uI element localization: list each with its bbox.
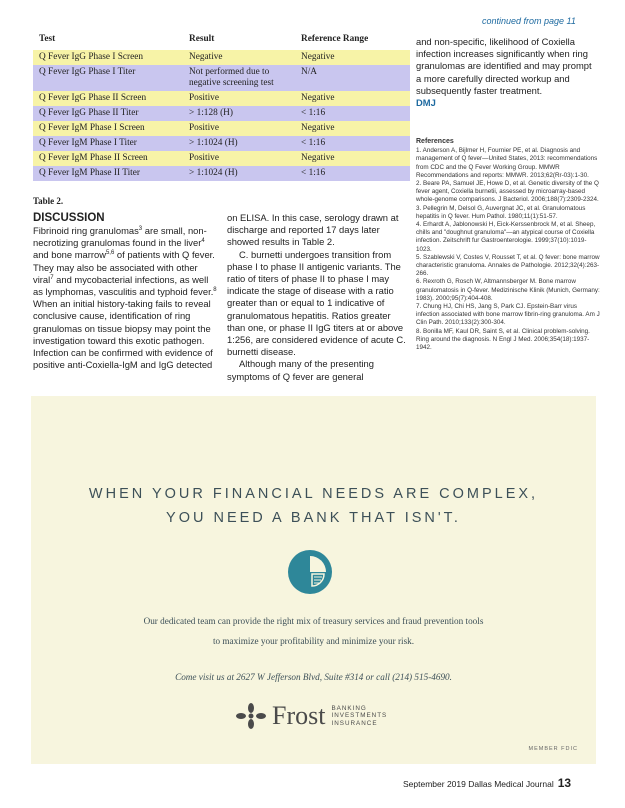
discussion-column-2 [227,212,407,383]
reference-item: 3. Pellegrin M, Delsol G, Auvergnat JC, et al. Granulomatous hepatitis in Q fever. Hum Pathol. 1980;11(1):51-57. [416,204,586,220]
reference-item: 8. Bonilla MF, Kaul DR, Saint S, et al. Clinical problem-solving. Ring around the diagnosis. N Engl J Med. 2006;354(18):1937-1942. [416,327,590,352]
cell-reference: Negative [295,91,410,106]
reference-item: 2. Beare PA, Samuel JE, Howe D, et al. Genetic diversity of the Q fever agent, Coxiella burnetii, assessed by microarray-based whole-genome comparisons. J Bacteriol. 2006;188(7):2309-2324. [416,180,599,204]
cell-result: Positive [183,91,295,106]
issue-info: September 2019 Dallas Medical Journal [403,779,554,789]
discussion-paragraph: on ELISA. In this case, serology drawn at discharge and reported 17 days later showed results in Table 2. [227,212,399,248]
cell-reference: < 1:16 [295,136,410,151]
ad-visit-line: Come visit us at 2627 W Jefferson Blvd, Suite #314 or call (214) 515-4690. [175,672,452,682]
references-list [416,138,601,352]
references-heading: References [416,138,454,145]
ad-body-line-1: Our dedicated team can provide the right mix of treasury services and fraud prevention tools [143,616,484,626]
cell-test: Q Fever IgM Phase II Titer [33,166,183,181]
cell-reference: Negative [295,151,410,166]
table-header-row [33,32,410,50]
page-number: 13 [557,776,572,790]
cell-result: Positive [183,151,295,166]
lab-results-table [33,32,410,181]
cell-test: Q Fever IgM Phase II Screen [33,151,183,166]
header-result: Result [189,34,215,44]
frost-wordmark: Frost [272,701,326,730]
author-signature: DMJ [416,97,436,109]
discussion-column-3 [416,36,596,109]
frost-brand [236,701,387,731]
ad-headline-1: WHEN YOUR FINANCIAL NEEDS ARE COMPLEX, [88,486,539,502]
cell-reference: Negative [295,50,410,65]
cell-result: Positive [183,121,295,136]
cell-test: Q Fever IgG Phase I Screen [33,50,183,65]
discussion-column-1 [33,212,218,371]
header-test: Test [39,34,56,44]
discussion-paragraph: Fibrinoid ring granulomas$^3$ are small, non-necrotizing granulomas found in the liver$^4$ and bone marrow$^{5,6}$ of patients with Q fever. They may also be associated with other viral$^7$ and mycobacterial infections, as well as lymphomas, vasculitis and typhoid fever.$^8$ When an initial history-taking fails to reveal conclusive cause, identification of ring granulomas on tissue biopsy may point the investigation toward this exotic pathogen. Infection can be confirmed with evidence of positive anti-Coxiella-IgM and IgG detected [33,225,217,371]
cell-test: Q Fever IgG Phase I Titer [33,65,183,91]
cell-reference: N/A [295,65,410,91]
cell-reference: < 1:16 [295,106,410,121]
table-row [33,166,410,181]
cell-reference: < 1:16 [295,166,410,181]
reference-item: 5. Szablewski V, Costes V, Rousset T, et al. Q fever: bone marrow characteristic granuloma. Annales de Pathologie. 2012;32(4):263-266. [416,253,600,278]
header-reference-range: Reference Range [301,34,369,44]
cell-test: Q Fever IgM Phase I Titer [33,136,183,151]
cell-reference: Negative [295,121,410,136]
reference-item: 1. Anderson A, Bijlmer H, Fournier PE, et al. Diagnosis and management of Q fever—United States, 2013: recommendations from CDC and the Q Fever Working Group. MMWR Recommendations and reports: MMWR. 2013;62(Rr-03):1-30. [416,147,598,179]
ad-body-line-2: to maximize your profitability and minimize your risk. [212,636,415,646]
member-fdic: MEMBER FDIC [528,746,578,752]
table-row [33,151,410,166]
continued-from-note: continued from page 11 [482,16,576,26]
table-row [33,121,410,136]
frost-logo-icon [288,550,332,594]
discussion-paragraph: C. burnetti undergoes transition from phase I to phase II antigenic variants. The ratio of titers of phase II to phase I may indicate the stage of disease with a ratio greater than or equal to 1 indicative of granulomatous hepatitis. Ratios greater than one, or phase II IgG titers at or above 1:256, are considered evidence of acute C. burnetti disease. [227,248,406,358]
cell-result: Not performed due to negative screening test [183,65,295,91]
cell-result: > 1:128 (H) [183,106,295,121]
ad-headline-2: YOU NEED A BANK THAT ISN'T. [166,510,461,526]
table-row [33,106,410,121]
frost-leaf-icon [236,703,266,729]
reference-item: 4. Erhardt A, Jablonowski H, Eick-Kerssenbrock M, et al. Sheep, chills and "doughnut granuloma"—an atypical course of Coxiella infection. Zeitschrift fur Gastroenterologie. 1999;37(10):1019-1023. [416,221,596,253]
table-caption: Table 2. [33,196,64,206]
frost-services: BANKING INVESTMENTS INSURANCE [331,704,388,727]
discussion-paragraph: and non-specific, likelihood of Coxiella infection increases significantly when ring granulomas are identified and may prompt a more carefully directed workup and subsequently faster treatment. [416,36,592,96]
cell-result: > 1:1024 (H) [183,166,295,181]
frost-bank-advertisement [31,396,596,764]
reference-item: 6. Rexroth G, Rosch W, Altmannsberger M. Bone marrow granulomatosis in Q-fever. Medizinische Klinik (Munich, Germany: 1983). 2000;95(7):404-408. [416,278,600,302]
discussion-heading: DISCUSSION [33,212,105,224]
discussion-paragraph: Although many of the presenting symptoms of Q fever are general [227,358,374,382]
table-row [33,50,410,65]
cell-test: Q Fever IgG Phase II Titer [33,106,183,121]
cell-test: Q Fever IgG Phase II Screen [33,91,183,106]
table-row [33,136,410,151]
page-footer [403,776,571,790]
table-row [33,91,410,106]
cell-result: > 1:1024 (H) [183,136,295,151]
reference-item: 7. Chung HJ, Chi HS, Jang S, Park CJ. Epstein-Barr virus infection associated with bone marrow fibrin-ring granuloma. Am J Clin Path. 2010;133(2):300-304. [416,303,600,327]
cell-result: Negative [183,50,295,65]
cell-test: Q Fever IgM Phase I Screen [33,121,183,136]
table-row [33,65,410,91]
